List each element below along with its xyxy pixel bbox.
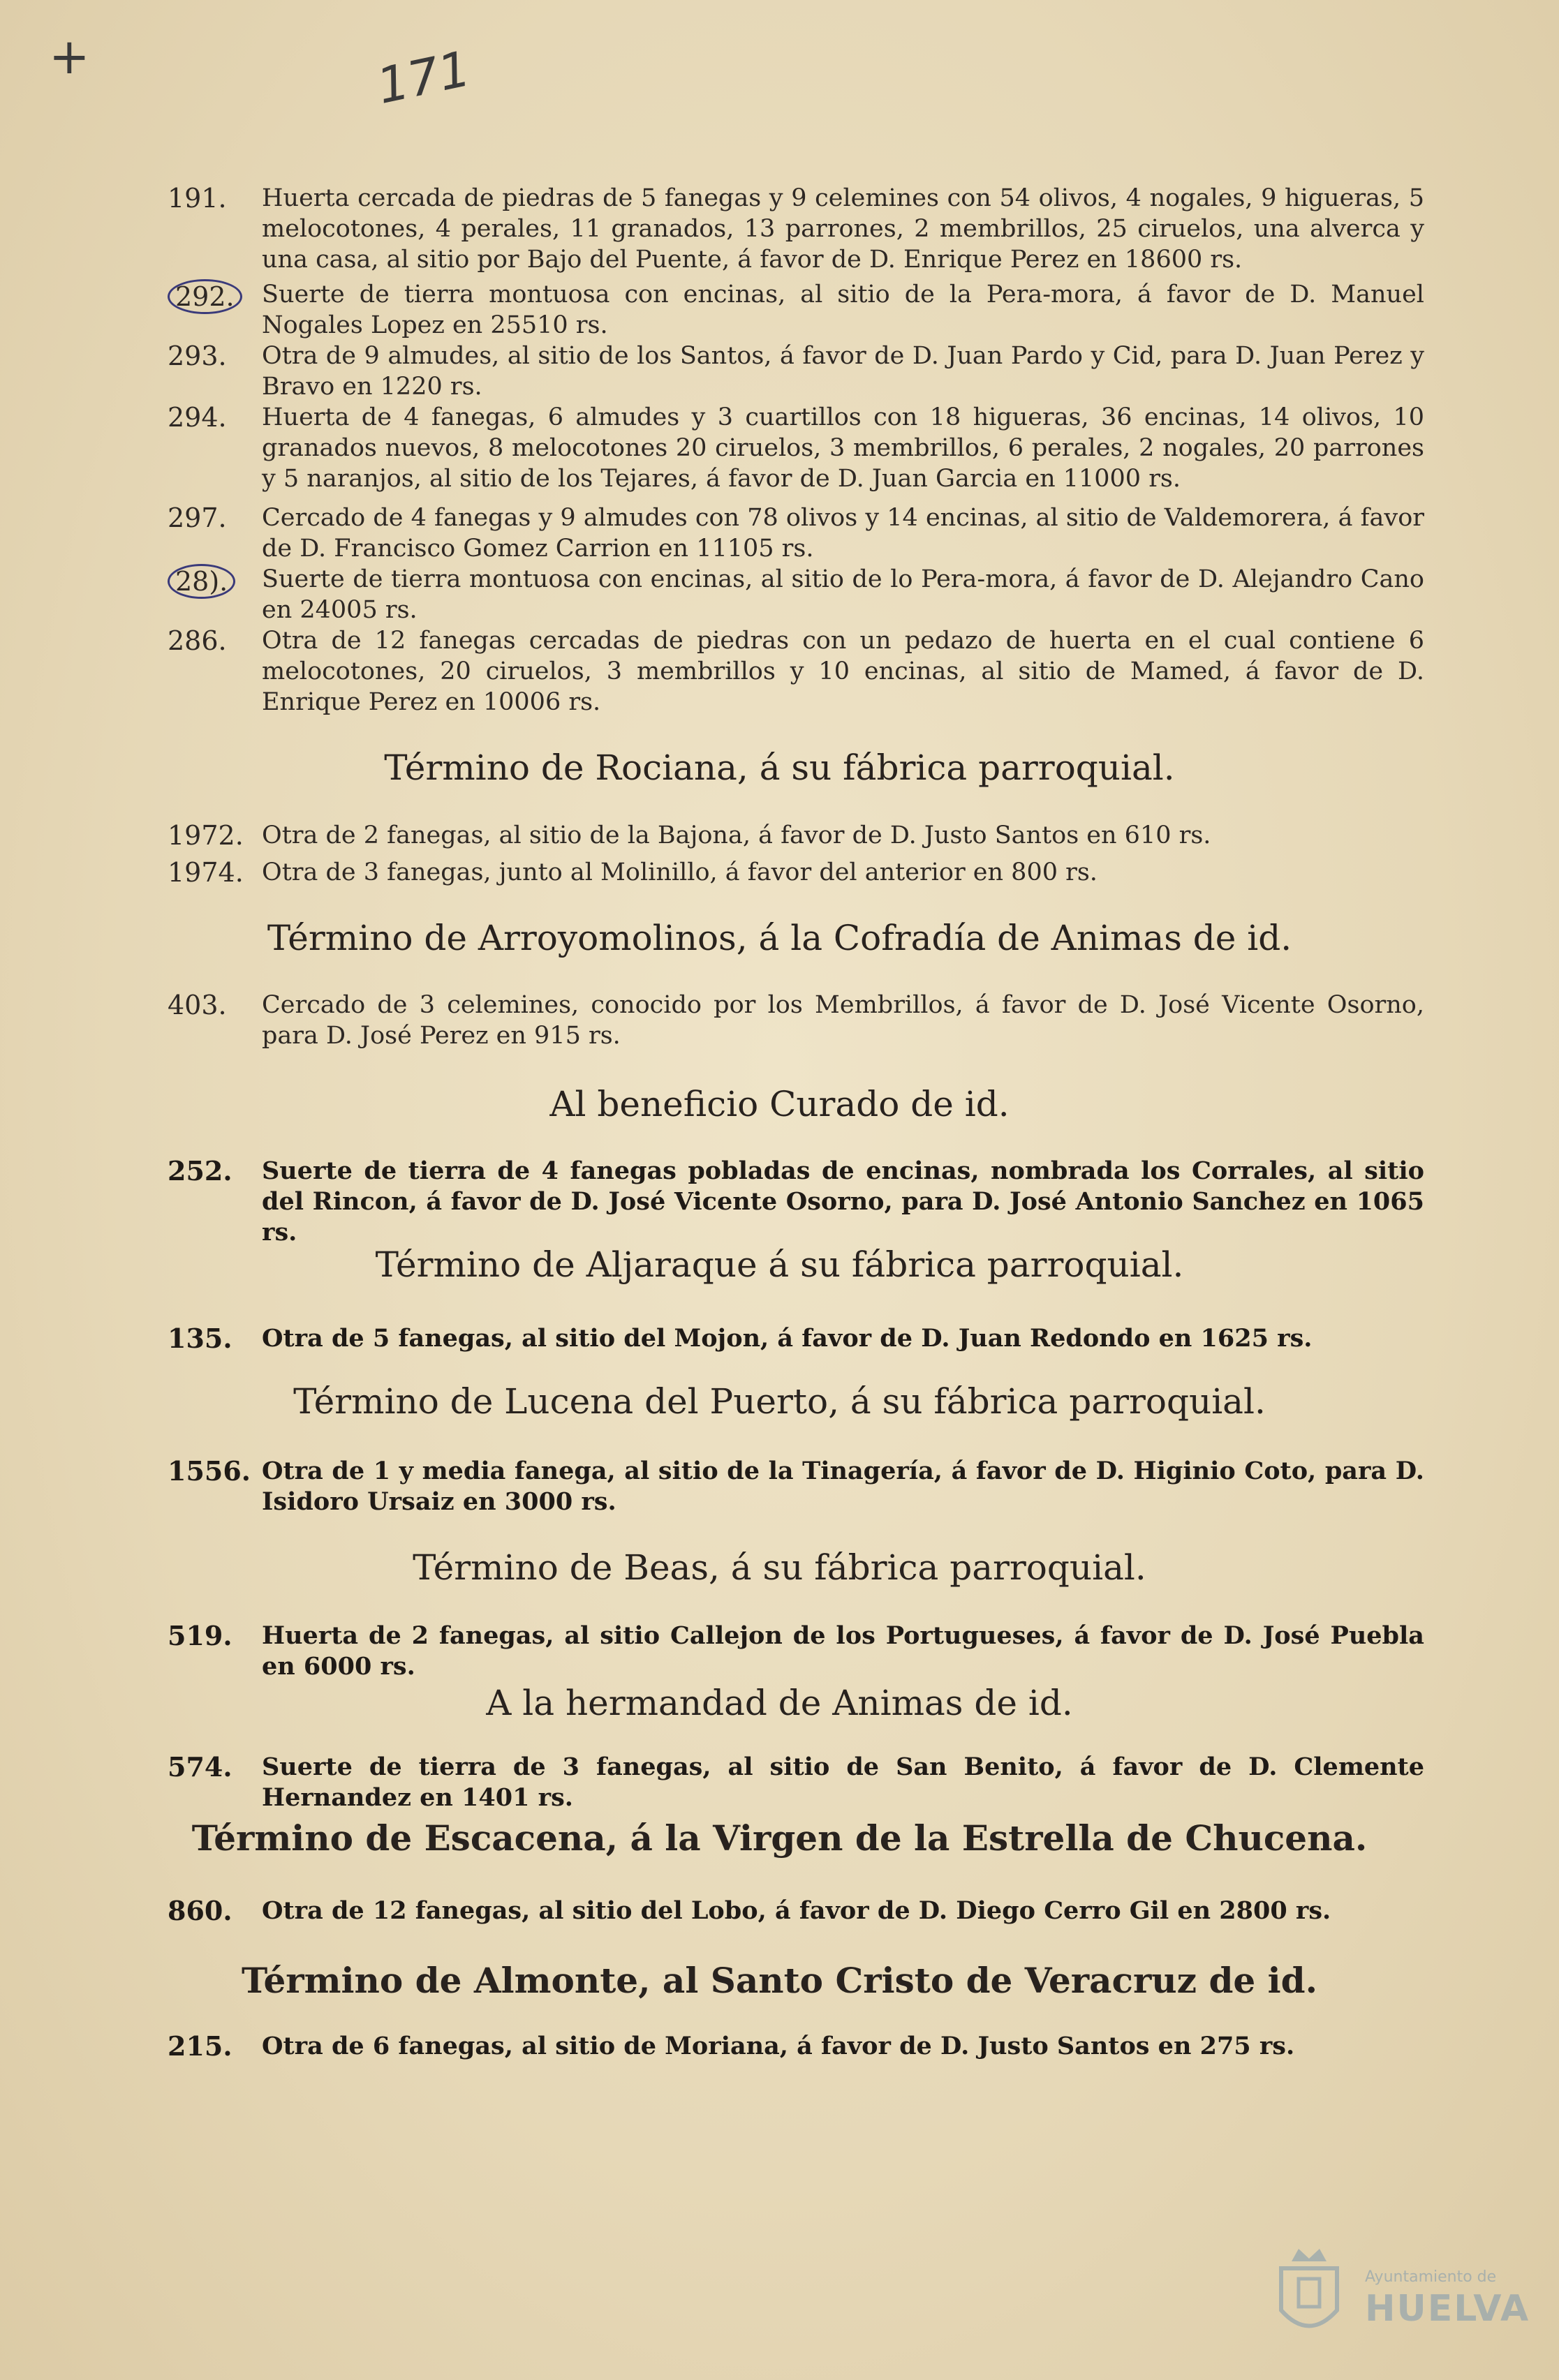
entry-292 (168, 279, 1424, 341)
entry-number (168, 279, 265, 314)
entry-294 (168, 402, 1424, 494)
entry-text: Otra de 5 fanegas, al sitio del Mojon, á favor de D. Juan Redondo en 1625 rs. (262, 1324, 1313, 1353)
entry-text: Otra de 3 fanegas, junto al Molinillo, á favor del anterior en 800 rs. (262, 858, 1098, 886)
entry-215 (168, 2031, 1424, 2062)
heading-hermandad-animas: A la hermandad de Animas de id. (486, 1683, 1073, 1723)
entry-number: 215. (168, 2030, 232, 2062)
heading-arroyomolinos: Término de Arroyomolinos, á la Cofradía de Animas de id. (267, 918, 1292, 958)
entry-text: Otra de 6 fanegas, al sitio de Moriana, á favor de D. Justo Santos en 275 rs. (262, 2032, 1295, 2060)
entry-text: Otra de 9 almudes, al sitio de los Santos, á favor de D. Juan Pardo y Cid, para D. Juan Perez y Bravo en 1220 rs. (262, 342, 1424, 401)
entry-text: Suerte de tierra montuosa con encinas, al sitio de lo Pera-mora, á favor de D. Alejandro Cano en 24005 rs. (262, 565, 1424, 624)
entry-28 (168, 564, 1424, 625)
entry-number: 519. (168, 1620, 232, 1651)
heading-rociana: Término de Rociana, á su fábrica parroquial. (384, 748, 1175, 788)
coat-of-arms-icon (1267, 2240, 1351, 2345)
entry-text: Huerta cercada de piedras de 5 fanegas y 9 celemines con 54 olivos, 4 nogales, 9 higueras, 5 melocotones, 4 perales, 11 granados, 13 parrones, 2 membrillos, 25 ciruelos, una alverca y una casa, al sitio por Bajo del Puente, á favor de D. Enrique Perez en 18600 rs. (262, 184, 1424, 274)
entry-number: 135. (168, 1323, 232, 1354)
entry-number: 860. (168, 1895, 232, 1926)
circled-number: 28). (168, 564, 235, 599)
entry-1556 (168, 1456, 1424, 1517)
entry-number: 1556. (168, 1455, 251, 1487)
entry-number: 297. (168, 503, 227, 533)
entry-252 (168, 1156, 1424, 1248)
entry-1974 (168, 857, 1424, 888)
entry-number: 1972. (168, 820, 244, 851)
entry-293 (168, 341, 1424, 402)
entry-text: Huerta de 4 fanegas, 6 almudes y 3 cuartillos con 18 higueras, 36 encinas, 14 olivos, 10 granados nuevos, 8 melocotones 20 ciruelos, 3 membrillos, 6 perales, 2 nogales, 20 parrones y 5 naranjos, al sitio de los Tejares, á favor de D. Juan Garcia en 11000 rs. (262, 403, 1424, 493)
heading-escacena: Término de Escacena, á la Virgen de la Estrella de Chucena. (191, 1817, 1368, 1859)
entry-135 (168, 1323, 1424, 1354)
entry-860 (168, 1896, 1424, 1926)
heading-beneficio-curado: Al beneficio Curado de id. (549, 1084, 1010, 1124)
heading-aljaraque: Término de Aljaraque á su fábrica parroquial. (375, 1244, 1184, 1285)
entry-number: 252. (168, 1155, 232, 1187)
entry-text: Cercado de 4 fanegas y 9 almudes con 78 olivos y 14 encinas, al sitio de Valdemorera, á favor de D. Francisco Gomez Carrion en 11105 rs. (262, 504, 1424, 563)
entry-1972 (168, 820, 1424, 851)
entry-text: Cercado de 3 celemines, conocido por los Membrillos, á favor de D. José Vicente Osorno, para D. José Perez en 915 rs. (262, 991, 1424, 1050)
entry-number: 1974. (168, 857, 244, 888)
stamp-line1: Ayuntamiento de (1365, 2268, 1497, 2286)
stamp-line2: HUELVA (1365, 2288, 1530, 2330)
entry-519 (168, 1621, 1424, 1682)
heading-lucena-del-puerto: Término de Lucena del Puerto, á su fábrica parroquial. (293, 1381, 1266, 1422)
entry-number (168, 564, 265, 599)
entry-574 (168, 1752, 1424, 1813)
entry-286 (168, 625, 1424, 717)
entry-text: Otra de 12 fanegas cercadas de piedras con un pedazo de huerta en el cual contiene 6 melocotones, 20 ciruelos, 3 membrillos y 10 encinas, al sitio de Mamed, á favor de D. Enrique Perez en 10006 rs. (262, 627, 1424, 716)
entry-number: 286. (168, 625, 227, 656)
entry-number: 403. (168, 990, 227, 1020)
entry-number: 293. (168, 341, 227, 371)
circled-number: 292. (168, 279, 242, 314)
entry-number: 294. (168, 402, 227, 433)
entry-text: Suerte de tierra de 3 fanegas, al sitio de San Benito, á favor de D. Clemente Hernandez en 1401 rs. (262, 1753, 1424, 1812)
entry-text: Otra de 12 fanegas, al sitio del Lobo, á favor de D. Diego Cerro Gil en 2800 rs. (262, 1896, 1331, 1925)
entry-191 (168, 183, 1424, 275)
entry-text: Suerte de tierra montuosa con encinas, al sitio de la Pera-mora, á favor de D. Manuel Nogales Lopez en 25510 rs. (262, 281, 1424, 339)
entry-text: Suerte de tierra de 4 fanegas pobladas de encinas, nombrada los Corrales, al sitio del Rincon, á favor de D. José Vicente Osorno, para D. José Antonio Sanchez en 1065 rs. (262, 1156, 1424, 1247)
entry-297 (168, 503, 1424, 564)
entry-text: Huerta de 2 fanegas, al sitio Callejon de los Portugueses, á favor de D. José Puebla en 6000 rs. (262, 1621, 1424, 1681)
entry-text: Otra de 1 y media fanega, al sitio de la Tinagería, á favor de D. Higinio Coto, para D. Isidoro Ursaiz en 3000 rs. (262, 1457, 1424, 1516)
handwritten-page-number: 171 (371, 40, 475, 115)
archive-stamp (1267, 2240, 1530, 2352)
heading-almonte: Término de Almonte, al Santo Cristo de Veracruz de id. (242, 1960, 1317, 2001)
entry-number: 574. (168, 1751, 232, 1783)
entry-number: 191. (168, 183, 227, 214)
entry-text: Otra de 2 fanegas, al sitio de la Bajona, á favor de D. Justo Santos en 610 rs. (262, 821, 1211, 849)
corner-mark: + (49, 28, 90, 85)
entry-403 (168, 990, 1424, 1051)
heading-beas: Término de Beas, á su fábrica parroquial. (413, 1547, 1146, 1588)
